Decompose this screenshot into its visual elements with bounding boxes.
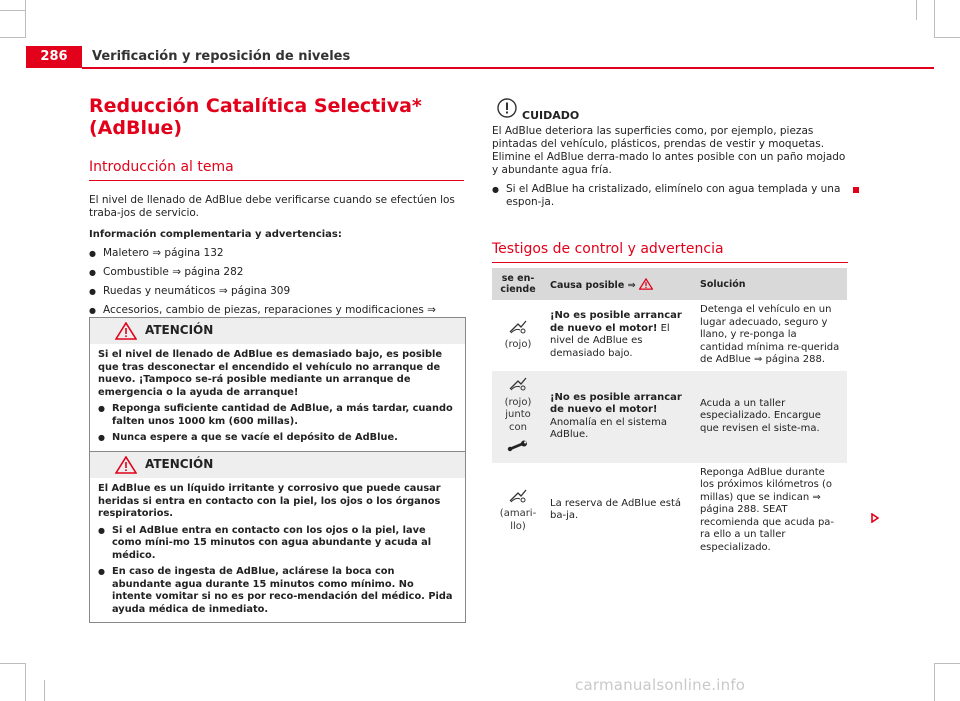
section-heading: Testigos de control y advertencia <box>492 241 848 263</box>
crop-mark <box>25 663 26 701</box>
indicator-color-label: (amari-llo) <box>499 508 537 532</box>
right-column <box>492 100 848 263</box>
table-row <box>492 371 847 463</box>
cause-bold-text: ¡No es posible arrancar de nuevo el motor! <box>550 391 682 415</box>
warning-list <box>98 525 457 617</box>
warning-body <box>90 478 465 622</box>
solution-text: Reponga AdBlue durante los próximos kilómetros (o millas) que se indican ⇒ página 288. SEAT recomienda que acuda pa-ra ello a un taller especializado. <box>700 466 835 553</box>
adblue-indicator-icon <box>508 319 528 335</box>
caution-header <box>492 100 848 122</box>
intro-paragraph: El nivel de llenado de AdBlue debe verificarse cuando se efectúen los traba-jos de servicio. <box>89 194 455 219</box>
header-rule <box>82 67 934 69</box>
warning-title: ATENCIÓN <box>145 457 214 471</box>
solution-cell: Acuda a un taller especializado. Encargue que revisen el siste-ma. <box>694 371 847 463</box>
cause-cell <box>544 300 694 371</box>
table-row <box>492 300 847 371</box>
cause-cell <box>544 371 694 463</box>
cause-cell <box>544 463 694 559</box>
table-header-row <box>492 268 847 300</box>
caution-list <box>492 183 848 209</box>
list-item: ● Maletero ⇒ página 132 <box>89 247 464 260</box>
list-item <box>492 183 848 209</box>
section-heading: Introducción al tema <box>89 159 464 181</box>
caution-text: El AdBlue deteriora las superficies como, por ejemplo, piezas pintadas del vehículo, plásticos, prendas de vestir y moquetas. Elimine el AdBlue derra-mado lo antes posible con un paño mojado y abundante agua fría. <box>492 125 846 176</box>
list-item: ● Si el AdBlue entra en contacto con los ojos o la piel, lave como míni-mo 15 minutos con agua abundante y acuda al médico. <box>98 525 457 563</box>
cause-text: Anomalía en el sistema AdBlue. <box>550 416 667 440</box>
warning-text: El AdBlue es un líquido irritante y corrosivo que puede causar heridas si entra en contacto con la piel, los ojos o los órganos respiratorios. <box>98 483 441 519</box>
list-item: ● Combustible ⇒ página 282 <box>89 266 464 279</box>
running-header: Verificación y reposición de niveles <box>92 49 351 64</box>
warning-body <box>90 344 465 451</box>
warning-title: ATENCIÓN <box>145 323 214 337</box>
crop-mark <box>934 37 960 38</box>
caution-title: CUIDADO <box>522 109 580 122</box>
crop-mark <box>44 680 45 701</box>
col-header-lights: se en-ciende <box>492 268 544 300</box>
indicator-color-label: (rojo) <box>504 339 532 351</box>
continue-arrow-icon <box>871 513 879 523</box>
col-header-solution: Solución <box>694 268 847 300</box>
crop-mark <box>916 0 917 20</box>
crop-mark <box>25 0 26 37</box>
crop-mark <box>934 663 960 664</box>
solution-cell <box>694 463 847 559</box>
warning-text: Si el nivel de llenado de AdBlue es demasiado bajo, es posible que tras desconectar el encendido el vehículo no arranque de nuevo. ¡Tampoco se-rá posible mediante un arranque de emergencia o la ayuda de arranque! <box>98 349 443 398</box>
warning-header <box>90 452 465 478</box>
col-header-cause <box>544 268 694 300</box>
caution-item-text: Si el AdBlue ha cristalizado, elimínelo con agua templada y una espon-ja. <box>506 183 841 208</box>
crop-mark <box>934 663 935 701</box>
page-number: 286 <box>26 46 82 68</box>
list-item: ● Accesorios, cambio de piezas, reparaciones y modificaciones ⇒ <box>89 304 464 330</box>
caution-exclamation-icon <box>497 98 517 118</box>
crop-mark <box>0 37 26 38</box>
col-header-cause-text: Causa posible ⇒ <box>550 279 636 291</box>
warning-box <box>89 451 466 623</box>
adblue-indicator-icon <box>508 376 528 392</box>
list-item: ● Reponga suficiente cantidad de AdBlue, a más tardar, cuando falten unos 1000 km (600 millas). <box>98 403 457 428</box>
cause-text: El nivel de AdBlue es demasiado bajo. <box>550 322 670 359</box>
warning-triangle-icon <box>115 456 137 474</box>
list-item: ● En caso de ingesta de AdBlue, aclárese la boca con abundante agua durante 15 minutos como mínimo. No intente vomitar si no es por reco-mendación del médico. Pida ayuda médica de inmediato. <box>98 566 457 616</box>
left-column <box>89 95 464 336</box>
adblue-indicator-icon <box>508 488 528 504</box>
warning-box <box>89 317 466 452</box>
warning-list <box>98 403 457 445</box>
page-title: Reducción Catalítica Selectiva* (AdBlue) <box>89 95 422 139</box>
list-item: ● Ruedas y neumáticos ⇒ página 309 <box>89 285 464 298</box>
indicator-cell <box>492 371 544 463</box>
cause-bold-text: ¡No es posible arrancar de nuevo el motor! <box>550 310 682 334</box>
table-row <box>492 463 847 559</box>
warning-triangle-icon <box>639 278 653 290</box>
list-item: ● Nunca espere a que se vacíe el depósito de AdBlue. <box>98 432 457 445</box>
crop-mark <box>0 10 26 11</box>
info-label: Información complementaria y advertencias: <box>89 229 342 240</box>
indicator-cell <box>492 463 544 559</box>
warning-header <box>90 318 465 344</box>
indicator-cell <box>492 300 544 371</box>
end-of-section-marker <box>853 187 859 193</box>
watermark: carmanualsonline.info <box>575 676 746 694</box>
wrench-icon <box>507 440 529 452</box>
cause-text: La reserva de AdBlue está ba-ja. <box>550 497 682 522</box>
solution-cell: Detenga el vehículo en un lugar adecuado, seguro y llano, y re-ponga la cantidad mínima re-querida de AdBlue ⇒ página 288. <box>700 304 840 365</box>
indicator-color-label: (rojo) junto con <box>504 396 532 433</box>
warning-triangle-icon <box>115 322 137 340</box>
crop-mark <box>934 0 935 37</box>
crop-mark <box>0 663 26 664</box>
indicator-table <box>492 268 847 558</box>
